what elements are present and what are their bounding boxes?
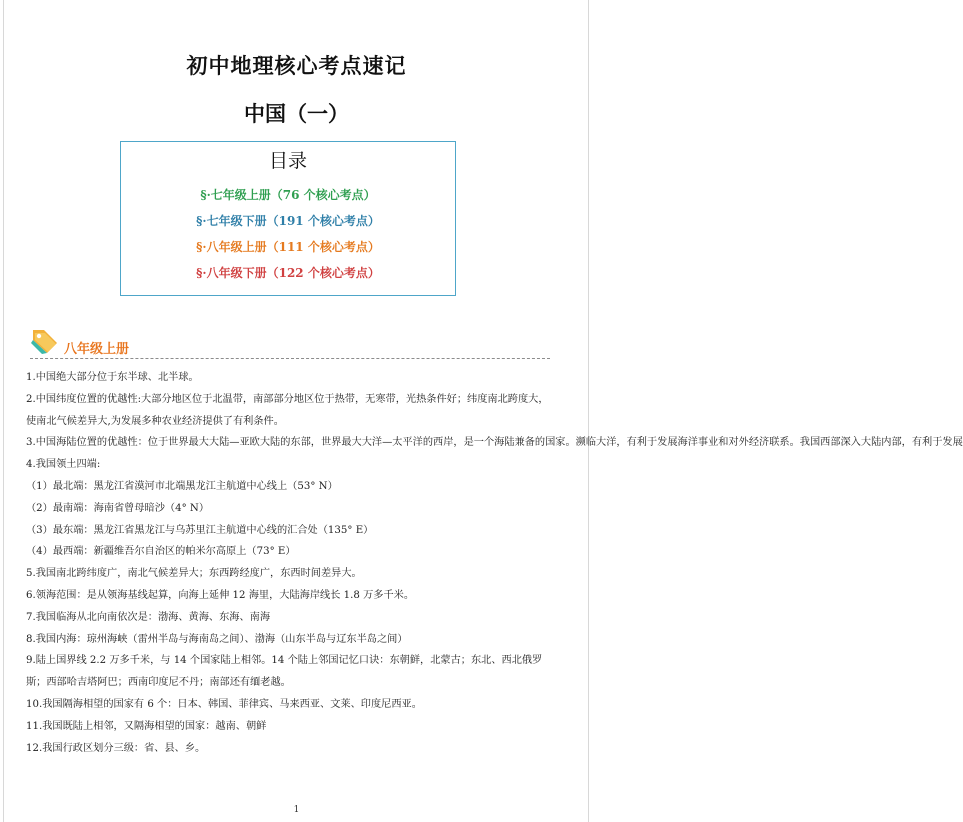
paragraph-3: 3.中国海陆位置的优越性：位于世界最大大陆—亚欧大陆的东部，世界最大大洋—太平洋的西岸，是一个海陆兼备的国家。濒临大洋，有利于发展海洋事业和对外经济联系。我国西部深入大陆内部，有利于发展 <box>26 437 963 449</box>
paragraph-4-2: （2）最南端：海南省曾母暗沙（4° N） <box>26 502 210 514</box>
content-body <box>26 367 963 759</box>
toc-item-grade7-vol1[interactable]: §·七年级上册（76 个核心考点） <box>200 188 376 202</box>
paragraph-9: 9.陆上国界线 2.2 万多千米，与 14 个国家陆上相邻。14 个陆上邻国记忆口诀：东朝鲜，北蒙古；东北、西北俄罗斯；西部哈吉塔阿巴；西南印度尼不丹；南部还有缅老越。 <box>26 655 543 689</box>
paragraph-4-1: （1）最北端：黑龙江省漠河市北端黑龙江主航道中心线上（53° N） <box>26 480 338 492</box>
paragraph-4: 4.我国领土四端: <box>26 459 101 471</box>
paragraph-10: 10.我国隔海相望的国家有 6 个：日本、韩国、菲律宾、马来西亚、文莱、印度尼西亚。 <box>26 698 422 710</box>
document-title: 初中地理核心考点速记 <box>186 54 407 78</box>
document-subtitle: 中国（一） <box>244 102 349 126</box>
paragraph-2: 2.中国纬度位置的优越性:大部分地区位于北温带，南部部分地区位于热带，无寒带，光热条件好；纬度南北跨度大，使南北气候差异大,为发展多种农业经济提供了有利条件。 <box>26 393 549 427</box>
paragraph-1: 1.中国绝大部分位于东半球、北半球。 <box>26 372 199 383</box>
toc-item-grade8-vol2[interactable]: §·八年级下册（122 个核心考点） <box>196 266 380 280</box>
paragraph-6: 6.领海范围：是从领海基线起算，向海上延伸 12 海里，大陆海岸线长 1.8 万多千米。 <box>26 589 415 601</box>
toc-item-grade8-vol1[interactable]: §·八年级上册（111 个核心考点） <box>196 240 380 254</box>
paragraph-11: 11.我国既陆上相邻，又隔海相望的国家：越南、朝鲜 <box>26 720 267 732</box>
tag-icon <box>30 326 60 360</box>
paragraph-7: 7.我国临海从北向南依次是：渤海、黄海、东海、南海 <box>26 611 271 623</box>
table-of-contents <box>120 141 456 296</box>
page-number: 1 <box>293 805 300 815</box>
toc-item-grade7-vol2[interactable]: §·七年级下册（191 个核心考点） <box>196 214 380 228</box>
paragraph-5: 5.我国南北跨纬度广，南北气候差异大；东西跨经度广，东西时间差异大。 <box>26 568 362 580</box>
section-title: 八年级上册 <box>64 342 130 357</box>
section-divider <box>30 358 550 359</box>
toc-heading: 目录 <box>268 150 307 172</box>
paragraph-4-4: （4）最西端：新疆维吾尔自治区的帕米尔高原上（73° E） <box>26 546 296 558</box>
paragraph-12: 12.我国行政区划分三级：省、县、乡。 <box>26 742 206 754</box>
section-header <box>30 326 550 356</box>
paragraph-4-3: （3）最东端：黑龙江省黑龙江与乌苏里江主航道中心线的汇合处（135° E） <box>26 524 374 536</box>
paragraph-8: 8.我国内海：琼州海峡（雷州半岛与海南岛之间）、渤海（山东半岛与辽东半岛之间） <box>26 633 408 645</box>
